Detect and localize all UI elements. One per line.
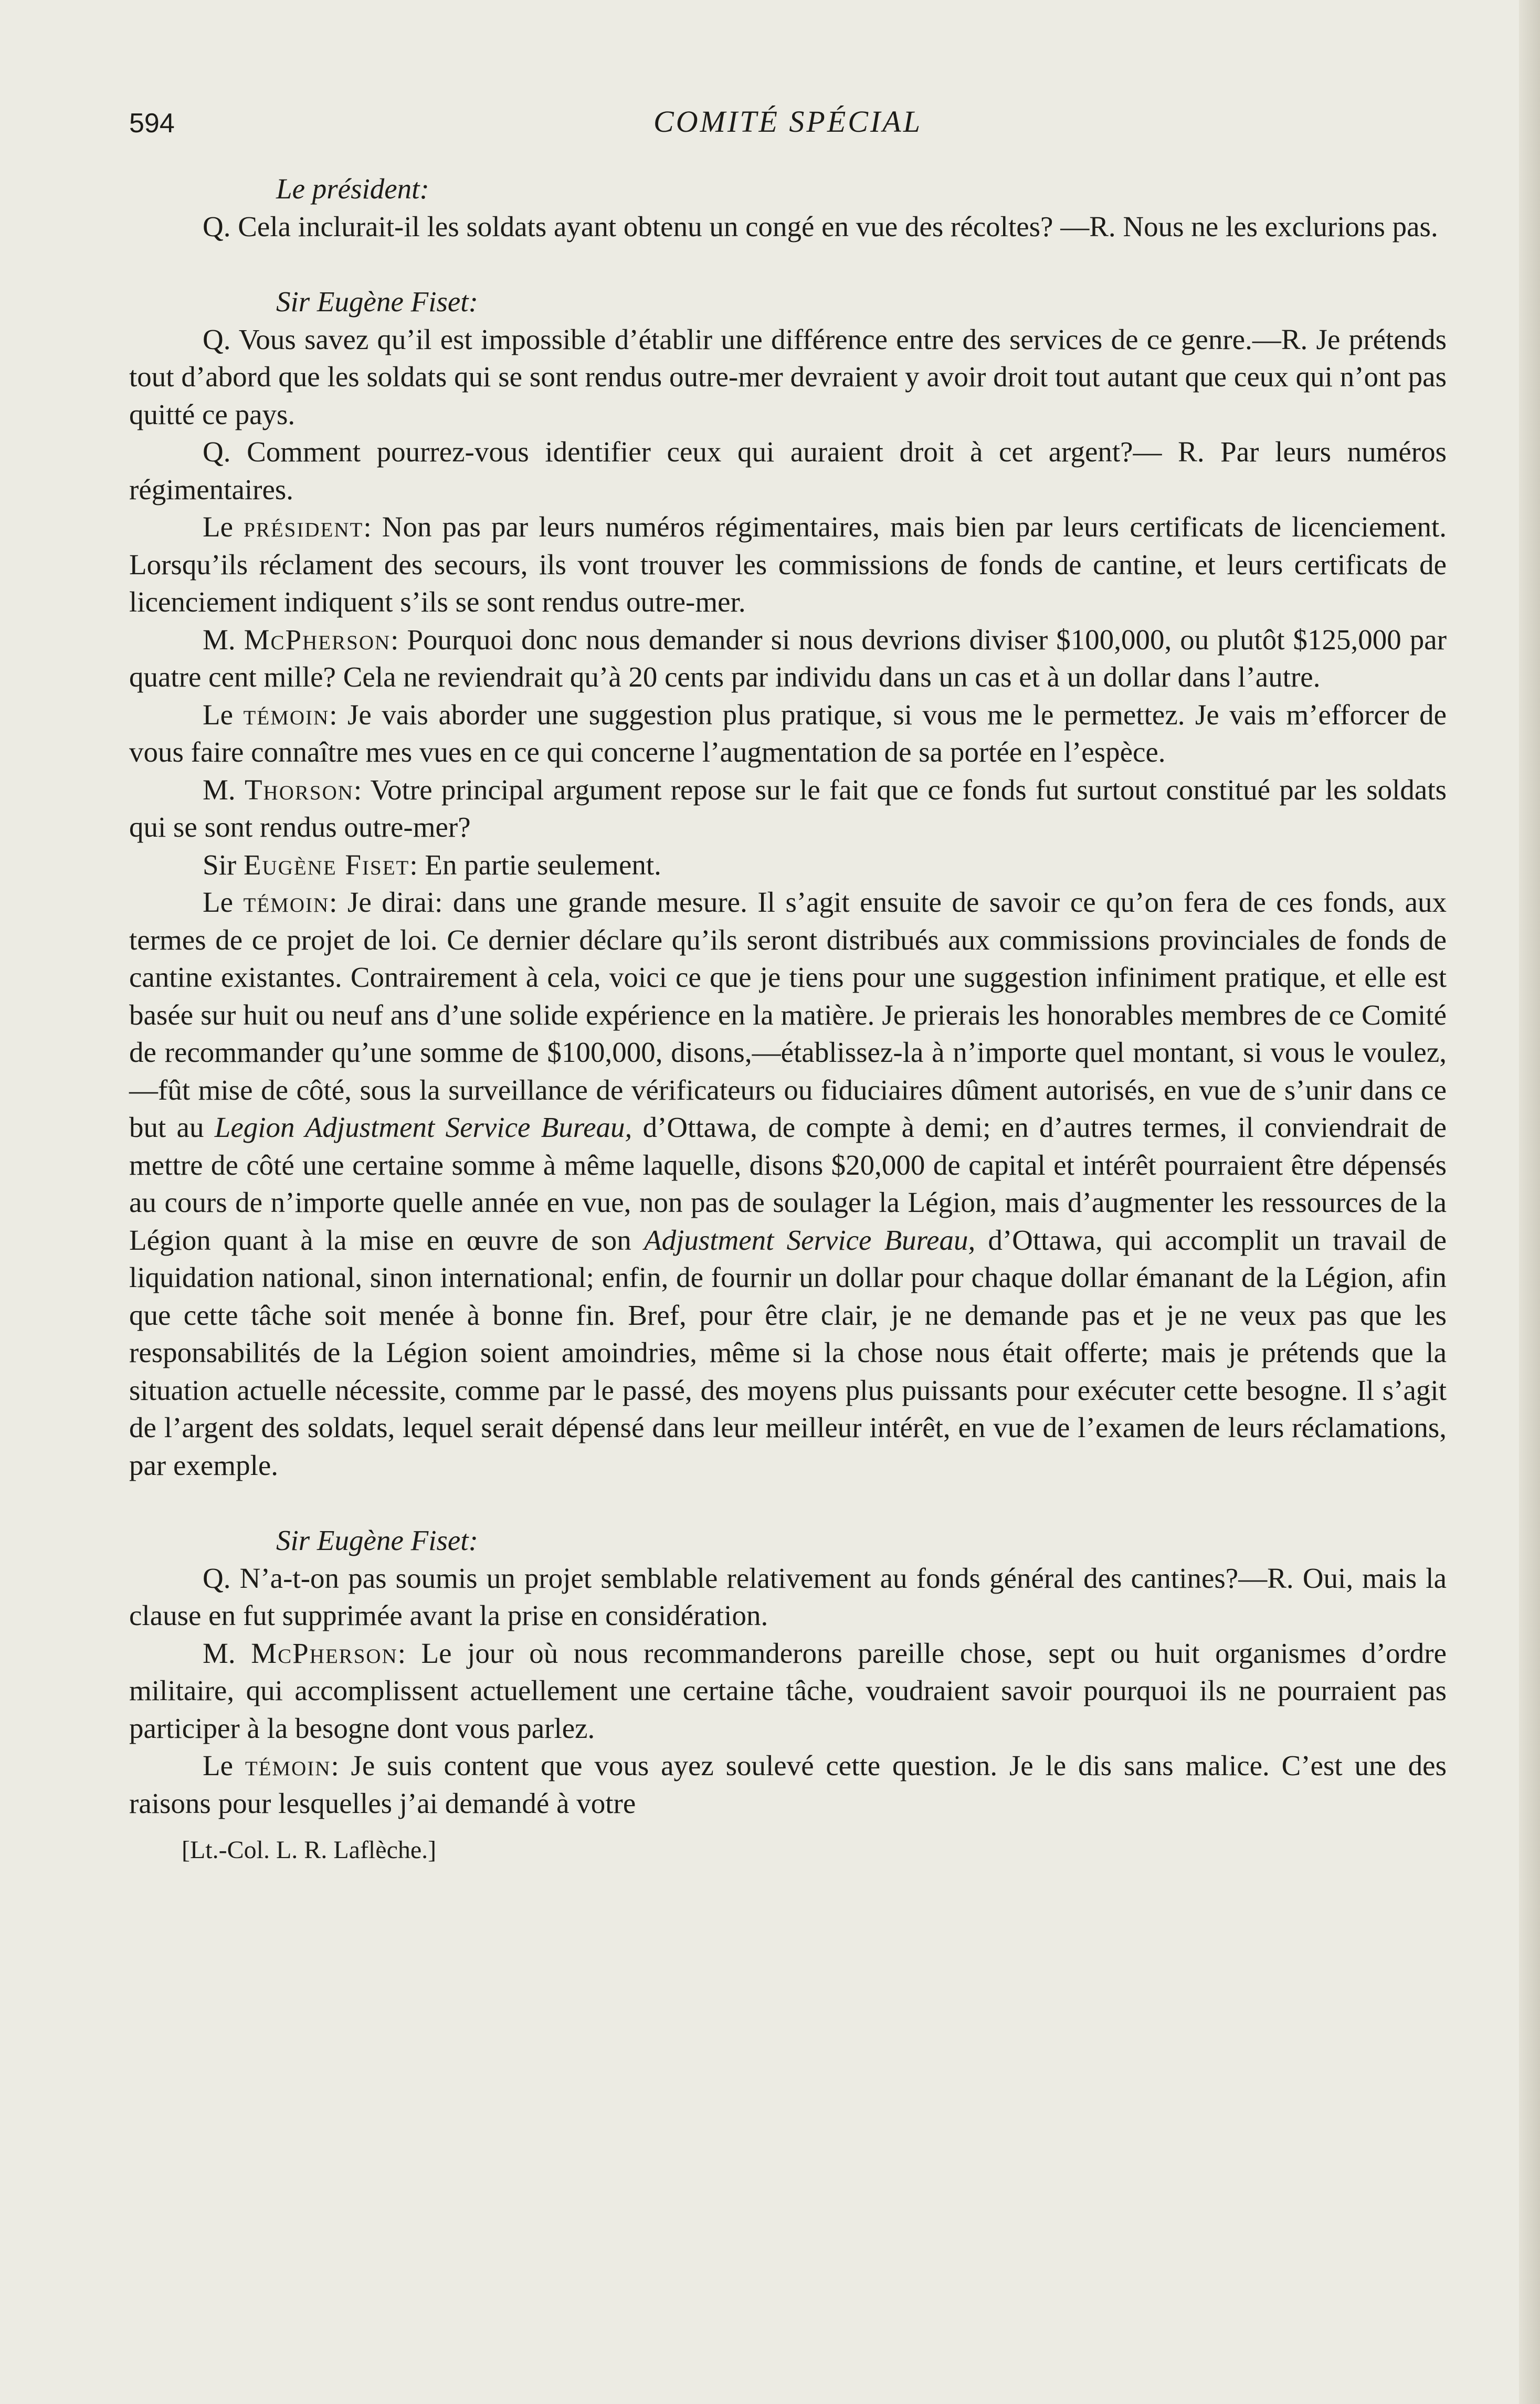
footer-note: [Lt.-Col. L. R. Laflèche.] bbox=[182, 1836, 437, 1864]
paragraph bbox=[129, 696, 1447, 771]
paragraph bbox=[129, 846, 1447, 884]
speaker-name: témoin bbox=[243, 698, 330, 731]
text-column bbox=[129, 94, 1447, 1869]
speaker-name: témoin bbox=[243, 886, 330, 918]
text-run: : En partie seulement. bbox=[409, 848, 661, 881]
text-run: Q. Comment pourrez-vous identifier ceux qui auraient droit à cet argent?— R. Par leurs numéros régimentaires. bbox=[129, 436, 1447, 505]
speaker-heading: Sir Eugène Fiset: bbox=[276, 286, 478, 318]
paragraph bbox=[129, 508, 1447, 621]
text-run: Q. Cela inclurait-il les soldats ayant obtenu un congé en vue des récoltes? —R. Nous ne les exclurions pas. bbox=[203, 210, 1438, 242]
speaker-heading: Sir Eugène Fiset: bbox=[276, 1524, 478, 1556]
text-run: : Je dirai: dans une grande mesure. Il s’agit ensuite de savoir ce qu’on fera de ces fonds, aux termes de ce projet de loi. Ce dernier déclare qu’ils seront distribués aux commissions provinciales de fonds de cantine existantes. Contrairement à cela, voici ce que je tiens pour une suggestion infiniment pratique, et elle est basée sur huit ou neuf ans d’une solide expérience en la matière. Je prierais les honorables membres de ce Comité de recommander qu’une somme de $100,000, disons,—établissez-la à n’importe quel montant, si vous le voulez,—fût mise de côté, sous la surveillance de vérificateurs ou fiduciaires dûment autorisés, en vue de s’unir dans ce but au bbox=[129, 886, 1447, 1143]
paragraph bbox=[129, 208, 1447, 246]
text-run: Le bbox=[203, 698, 244, 731]
text-run: Le bbox=[203, 886, 244, 918]
text-run: : Pourquoi donc nous demander si nous devrions diviser $100,000, ou plutôt $125,000 par quatre cent mille? Cela ne reviendrait qu’à 20 cents par individu dans un cas et à un dollar dans l’autre. bbox=[129, 623, 1447, 693]
page-number: 594 bbox=[129, 108, 175, 139]
italic-text: Legion Adjustment Service Bureau, bbox=[214, 1111, 632, 1143]
text-run: : Je vais aborder une suggestion plus pratique, si vous me le permettez. Je vais m’efforcer de vous faire connaître mes vues en ce qui concerne l’augmentation de sa portée en l’espèce. bbox=[129, 698, 1447, 768]
text-run: : Non pas par leurs numéros régimentaires, mais bien par leurs certificats de licenciement. Lorsqu’ils réclament des secours, ils vont trouver les commissions de fonds de cantine, et leurs certificats de licenciement indiquent s’ils se sont rendus outre-mer. bbox=[129, 511, 1447, 618]
text-run: M. bbox=[203, 1637, 251, 1669]
speaker-name: président bbox=[244, 511, 364, 543]
text-run: Sir bbox=[203, 848, 244, 881]
speaker-name: Thorson bbox=[244, 773, 354, 806]
text-run: d’Ottawa, de compte à demi; en d’autres termes, il conviendrait de mettre de côté une certaine somme à même laquelle, disons $20,000 de capital et intérêt pourraient être dépensés au cours de n’importe quelle année en vue, non pas de soulager la Légion, mais d’augmenter les ressources de la Légion quant à la mise en œuvre de son bbox=[129, 1111, 1447, 1256]
paragraph bbox=[129, 1635, 1447, 1747]
text-run: : Je suis content que vous ayez soulevé cette question. Je le dis sans malice. C’est une des raisons pour lesquelles j’ai demandé à votre bbox=[129, 1749, 1447, 1819]
text-run: Le bbox=[203, 1749, 245, 1781]
paragraph bbox=[129, 771, 1447, 846]
paragraph bbox=[129, 883, 1447, 1484]
page-edge-shadow bbox=[1519, 0, 1540, 2404]
paragraph bbox=[129, 621, 1447, 696]
text-run: M. bbox=[203, 623, 244, 656]
speaker-name: témoin bbox=[245, 1749, 331, 1781]
speaker-name: Eugène Fiset bbox=[243, 848, 410, 881]
text-run: M. bbox=[203, 773, 245, 806]
document-body bbox=[129, 170, 1447, 1822]
speaker-heading: Le président: bbox=[276, 173, 429, 205]
text-run: Q. Vous savez qu’il est impossible d’établir une différence entre des services de ce genre.—R. Je prétends tout d’abord que les soldats qui se sont rendus outre-mer devraient y avoir droit tout autant que ceux qui n’ont pas quitté ce pays. bbox=[129, 323, 1447, 430]
text-run: : Votre principal argument repose sur le fait que ce fonds fut surtout constitué par les soldats qui se sont rendus outre-mer? bbox=[129, 773, 1447, 843]
text-run: d’Ottawa, qui accomplit un travail de liquidation national, sinon international; enfin, de fournir un dollar pour chaque dollar émanant de la Légion, afin que cette tâche soit menée à bonne fin. Bref, pour être clair, je ne demande pas et je ne veux pas que les responsabilités de la Légion soient amoindries, même si la chose nous était offerte; mais je prétends que la situation actuelle nécessite, comme par le passé, des moyens plus puissants pour exécuter cette besogne. Il s’agit de l’argent des soldats, lequel serait dépensé dans leur meilleur intérêt, en vue de l’examen de leurs réclamations, par exemple. bbox=[129, 1224, 1447, 1481]
paragraph bbox=[129, 321, 1447, 434]
paragraph bbox=[129, 433, 1447, 508]
text-run: Le bbox=[203, 511, 244, 543]
running-title: COMITÉ SPÉCIAL bbox=[653, 104, 922, 139]
paragraph bbox=[129, 1747, 1447, 1822]
speaker-name: McPherson bbox=[251, 1637, 398, 1669]
paragraph bbox=[129, 1559, 1447, 1635]
page-header bbox=[129, 94, 1447, 147]
text-run: : Le jour où nous recommanderons pareille chose, sept ou huit organismes d’ordre militaire, qui accomplissent actuellement une certaine tâche, voudraient savoir pourquoi ils ne pourraient pas participer à la besogne dont vous parlez. bbox=[129, 1637, 1447, 1744]
text-run: Q. N’a-t-on pas soumis un projet semblable relativement au fonds général des cantines?—R. Oui, mais la clause en fut supprimée avant la prise en considération. bbox=[129, 1562, 1447, 1631]
speaker-name: McPherson bbox=[244, 623, 391, 656]
italic-text: Adjustment Service Bureau, bbox=[644, 1224, 976, 1256]
